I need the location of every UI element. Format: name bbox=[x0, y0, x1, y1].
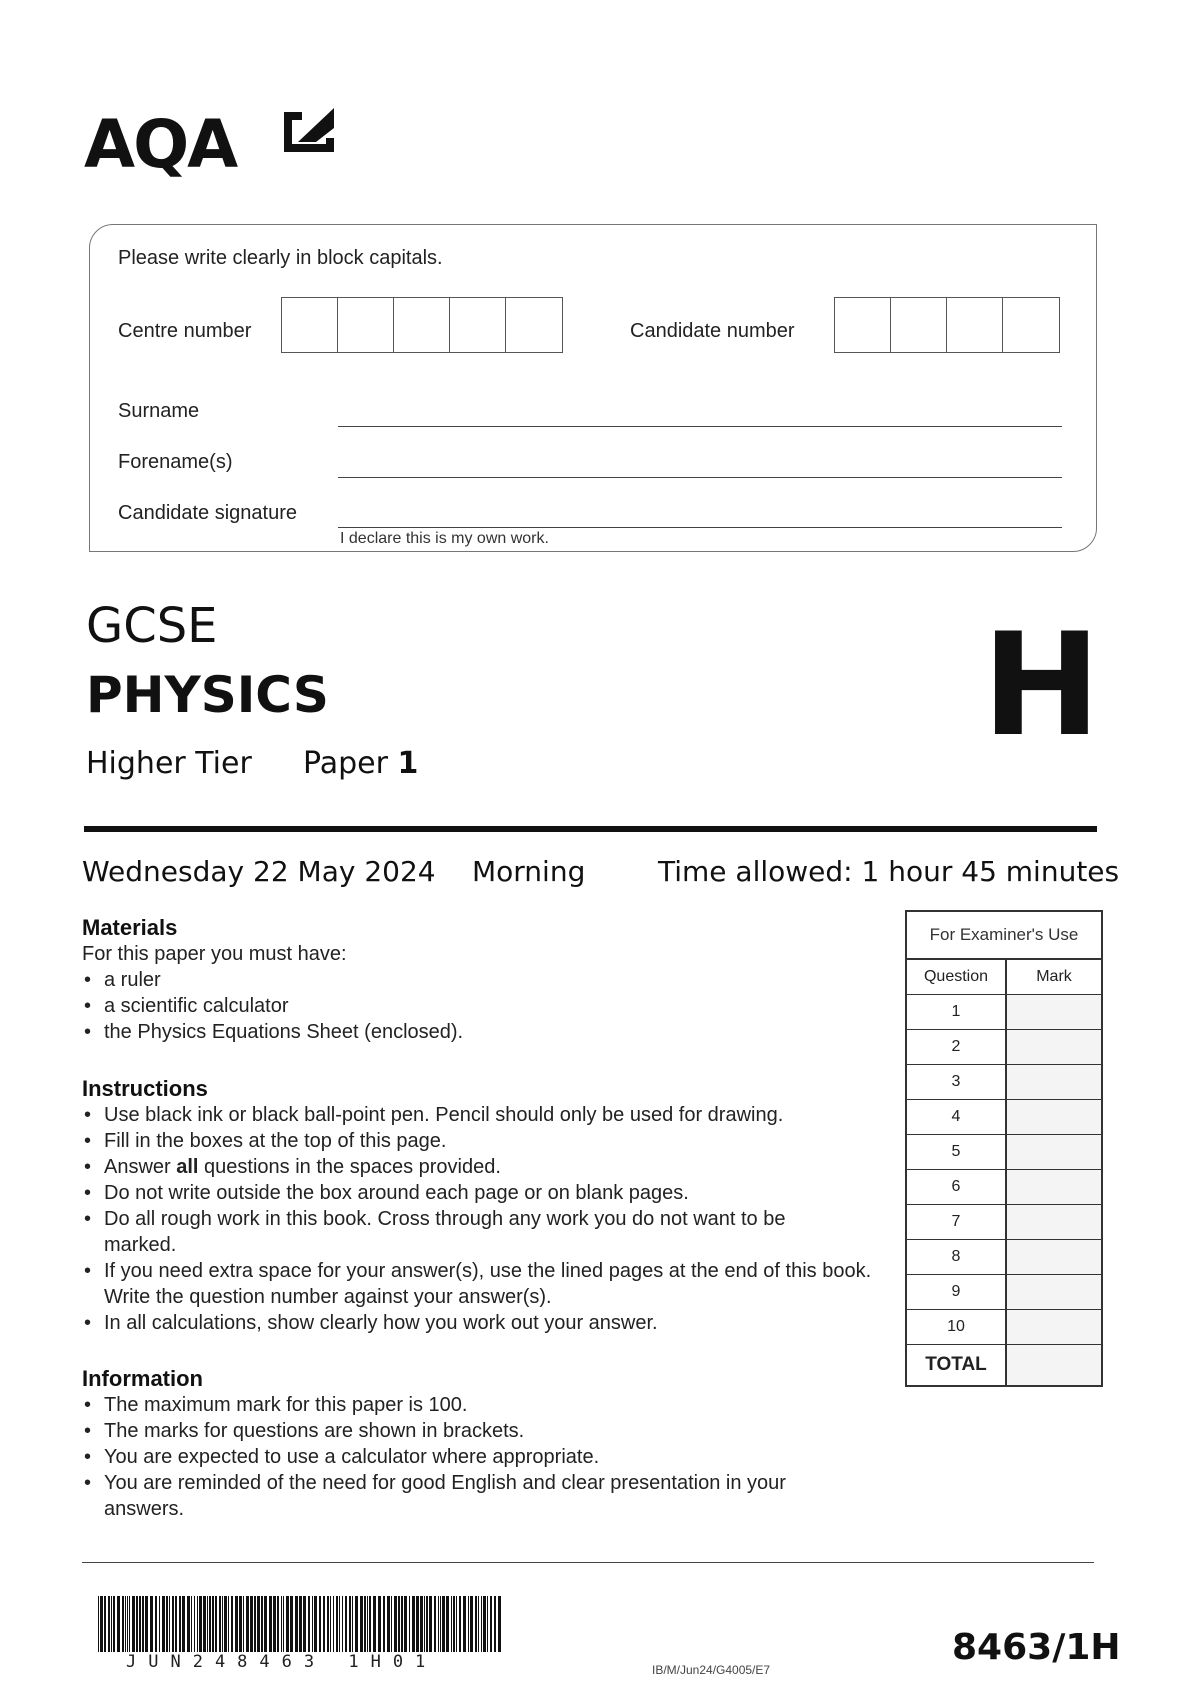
question-number: 8 bbox=[907, 1240, 1007, 1274]
barcode-bar bbox=[228, 1596, 229, 1652]
barcode-bar bbox=[254, 1596, 256, 1652]
barcode-bar bbox=[197, 1596, 198, 1652]
table-row bbox=[907, 995, 1101, 1030]
barcode-bar bbox=[494, 1596, 496, 1652]
barcode-bar bbox=[136, 1596, 138, 1652]
barcode-bar bbox=[345, 1596, 347, 1652]
barcode-bar bbox=[203, 1596, 206, 1652]
barcode-bar bbox=[250, 1596, 253, 1652]
barcode-bar bbox=[378, 1596, 381, 1652]
list-item: • You are reminded of the need for good English and clear presentation in your answers. bbox=[82, 1470, 834, 1522]
list-item: • Do not write outside the box around each page or on blank pages. bbox=[82, 1180, 872, 1206]
barcode-bar bbox=[364, 1596, 366, 1652]
barcode-bar bbox=[295, 1596, 298, 1652]
time-allowed: Time allowed: 1 hour 45 minutes bbox=[658, 855, 1120, 888]
centre-digit-box[interactable] bbox=[282, 298, 338, 352]
barcode-image bbox=[98, 1596, 508, 1652]
barcode-bar bbox=[451, 1596, 452, 1652]
barcode-bar bbox=[281, 1596, 282, 1652]
barcode-bar bbox=[416, 1596, 419, 1652]
barcode-bar bbox=[327, 1596, 329, 1652]
paper-label bbox=[303, 746, 418, 781]
barcode-bar bbox=[166, 1596, 168, 1652]
examiner-table-title: For Examiner's Use bbox=[907, 912, 1101, 960]
mark-cell[interactable] bbox=[1007, 1310, 1101, 1344]
barcode-bar bbox=[219, 1596, 221, 1652]
question-number: 9 bbox=[907, 1275, 1007, 1309]
list-item: • Answer all questions in the spaces provided. bbox=[82, 1154, 872, 1180]
mark-column-header: Mark bbox=[1007, 960, 1101, 994]
barcode-bar bbox=[246, 1596, 249, 1652]
signature-field[interactable] bbox=[338, 527, 1062, 528]
question-number: 5 bbox=[907, 1135, 1007, 1169]
barcode-bar bbox=[383, 1596, 385, 1652]
barcode-bar bbox=[108, 1596, 110, 1652]
list-item: • If you need extra space for your answer(s), use the lined pages at the end of this book. Write the question number against your answer(s). bbox=[82, 1258, 894, 1310]
barcode-bar bbox=[129, 1596, 130, 1652]
barcode-bar bbox=[373, 1596, 376, 1652]
barcode-bar bbox=[412, 1596, 415, 1652]
surname-label: Surname bbox=[118, 400, 200, 422]
barcode-bar bbox=[224, 1596, 227, 1652]
barcode-bar bbox=[155, 1596, 157, 1652]
barcode-bar bbox=[391, 1596, 392, 1652]
question-column-header: Question bbox=[907, 960, 1007, 994]
list-item: • a ruler bbox=[82, 967, 872, 993]
question-number: 10 bbox=[907, 1310, 1007, 1344]
barcode-bar bbox=[394, 1596, 397, 1652]
mark-cell[interactable] bbox=[1007, 1100, 1101, 1134]
barcode-bar bbox=[456, 1596, 457, 1652]
list-item: • Use black ink or black ball-point pen. Pencil should only be used for drawing. bbox=[82, 1102, 872, 1128]
barcode-bar bbox=[342, 1596, 343, 1652]
barcode-bar bbox=[187, 1596, 190, 1652]
barcode-bar bbox=[308, 1596, 310, 1652]
barcode-bar bbox=[483, 1596, 486, 1652]
signature-label: Candidate signature bbox=[118, 502, 298, 524]
barcode-bar bbox=[481, 1596, 482, 1652]
candidate-digit-box[interactable] bbox=[947, 298, 1003, 352]
barcode-bar bbox=[360, 1596, 363, 1652]
materials-intro: For this paper you must have: bbox=[82, 943, 347, 965]
barcode-text: JUN248463 1H01 bbox=[126, 1652, 438, 1672]
table-row bbox=[907, 1205, 1101, 1240]
list-item: • The maximum mark for this paper is 100. bbox=[82, 1392, 852, 1418]
mark-cell[interactable] bbox=[1007, 1205, 1101, 1239]
document-reference: IB/M/Jun24/G4005/E7 bbox=[652, 1663, 771, 1677]
candidate-digit-box[interactable] bbox=[1003, 298, 1059, 352]
instructions-list bbox=[82, 1102, 872, 1336]
barcode-bar bbox=[182, 1596, 185, 1652]
barcode-bar bbox=[142, 1596, 144, 1652]
candidate-number-label: Candidate number bbox=[630, 320, 795, 342]
mark-cell[interactable] bbox=[1007, 1135, 1101, 1169]
barcode-bar bbox=[104, 1596, 106, 1652]
barcode-bar bbox=[434, 1596, 436, 1652]
question-number: 2 bbox=[907, 1030, 1007, 1064]
barcode-bar bbox=[212, 1596, 214, 1652]
materials-list bbox=[82, 967, 872, 1045]
table-row bbox=[907, 1065, 1101, 1100]
mark-cell[interactable] bbox=[1007, 1030, 1101, 1064]
list-item: • The marks for questions are shown in brackets. bbox=[82, 1418, 852, 1444]
question-number: 1 bbox=[907, 995, 1007, 1029]
barcode-bar bbox=[257, 1596, 260, 1652]
materials-heading: Materials bbox=[82, 915, 178, 940]
forenames-field[interactable] bbox=[338, 477, 1062, 478]
qualification-title: GCSE bbox=[86, 598, 218, 654]
table-row bbox=[907, 1240, 1101, 1275]
title-divider bbox=[84, 826, 1097, 832]
barcode-bar bbox=[478, 1596, 479, 1652]
list-item: • You are expected to use a calculator where appropriate. bbox=[82, 1444, 852, 1470]
barcode-bar bbox=[367, 1596, 368, 1652]
centre-digit-box[interactable] bbox=[338, 298, 394, 352]
barcode-bar bbox=[207, 1596, 208, 1652]
tier-label: Higher Tier bbox=[86, 746, 252, 781]
barcode-bar bbox=[336, 1596, 338, 1652]
barcode-bar bbox=[169, 1596, 170, 1652]
barcode-bar bbox=[179, 1596, 181, 1652]
list-item: • In all calculations, show clearly how you work out your answer. bbox=[82, 1310, 872, 1336]
mark-cell[interactable] bbox=[1007, 1240, 1101, 1274]
paper-number: 1 bbox=[397, 746, 419, 781]
barcode-bar bbox=[209, 1596, 211, 1652]
barcode-bar bbox=[277, 1596, 279, 1652]
barcode-bar bbox=[490, 1596, 492, 1652]
barcode-bar bbox=[222, 1596, 223, 1652]
barcode-bar bbox=[303, 1596, 306, 1652]
barcode-bar bbox=[100, 1596, 103, 1652]
centre-digit-box[interactable] bbox=[506, 298, 562, 352]
barcode-bar bbox=[199, 1596, 202, 1652]
barcode-bar bbox=[117, 1596, 120, 1652]
subject-title: PHYSICS bbox=[86, 666, 329, 724]
barcode-bar bbox=[290, 1596, 293, 1652]
exam-date: Wednesday 22 May 2024 bbox=[82, 855, 436, 888]
question-number: 4 bbox=[907, 1100, 1007, 1134]
table-row bbox=[907, 1310, 1101, 1345]
barcode-bar bbox=[239, 1596, 242, 1652]
barcode-bar bbox=[453, 1596, 455, 1652]
table-row bbox=[907, 1100, 1101, 1135]
instructions-heading: Instructions bbox=[82, 1076, 208, 1101]
barcode-bar bbox=[475, 1596, 477, 1652]
information-heading: Information bbox=[82, 1366, 203, 1391]
instructions-section bbox=[82, 1076, 872, 1336]
barcode-bar bbox=[127, 1596, 128, 1652]
barcode-bar bbox=[330, 1596, 331, 1652]
barcode-bar bbox=[269, 1596, 272, 1652]
list-item: • Do all rough work in this book. Cross through any work you do not want to be marked. bbox=[82, 1206, 844, 1258]
barcode-bar bbox=[470, 1596, 473, 1652]
barcode-bar bbox=[172, 1596, 174, 1652]
barcode-bar bbox=[498, 1596, 501, 1652]
barcode-bar bbox=[299, 1596, 302, 1652]
barcode-bar bbox=[487, 1596, 488, 1652]
block-capitals-instruction: Please write clearly in block capitals. bbox=[118, 247, 443, 269]
barcode-bar bbox=[132, 1596, 135, 1652]
list-item: • the Physics Equations Sheet (enclosed). bbox=[82, 1019, 872, 1045]
forenames-label: Forename(s) bbox=[118, 451, 233, 473]
barcode-bar bbox=[286, 1596, 289, 1652]
table-row bbox=[907, 1170, 1101, 1205]
total-mark-cell[interactable] bbox=[1007, 1345, 1101, 1385]
candidate-digit-box[interactable] bbox=[891, 298, 947, 352]
mark-cell[interactable] bbox=[1007, 1065, 1101, 1099]
barcode-bar bbox=[215, 1596, 217, 1652]
barcode-bar bbox=[264, 1596, 267, 1652]
question-number: 6 bbox=[907, 1170, 1007, 1204]
candidate-number-boxes[interactable] bbox=[834, 297, 1060, 353]
table-row bbox=[907, 1030, 1101, 1065]
barcode-bar bbox=[323, 1596, 325, 1652]
information-list bbox=[82, 1392, 852, 1522]
list-item: • Fill in the boxes at the top of this page. bbox=[82, 1128, 872, 1154]
barcode-bar bbox=[113, 1596, 115, 1652]
logo-mark-icon bbox=[280, 104, 338, 156]
barcode-bar bbox=[420, 1596, 423, 1652]
barcode-bar bbox=[145, 1596, 148, 1652]
table-row bbox=[907, 1135, 1101, 1170]
barcode-bar bbox=[463, 1596, 466, 1652]
barcode-bar bbox=[261, 1596, 263, 1652]
exam-session: Morning bbox=[472, 855, 586, 888]
barcode-bar bbox=[314, 1596, 317, 1652]
paper-prefix: Paper bbox=[303, 746, 398, 781]
paper-code: 8463/1H bbox=[952, 1627, 1121, 1668]
list-item: • a scientific calculator bbox=[82, 993, 872, 1019]
barcode-bar bbox=[194, 1596, 195, 1652]
tier-letter: H bbox=[982, 603, 1101, 768]
barcode-bar bbox=[191, 1596, 192, 1652]
barcode-bar bbox=[424, 1596, 425, 1652]
barcode-bar bbox=[139, 1596, 141, 1652]
barcode-bar bbox=[387, 1596, 390, 1652]
question-number: 7 bbox=[907, 1205, 1007, 1239]
logo-text: AQA bbox=[84, 106, 237, 183]
centre-digit-box[interactable] bbox=[450, 298, 506, 352]
mark-cell[interactable] bbox=[1007, 1275, 1101, 1309]
barcode-bar bbox=[446, 1596, 449, 1652]
mark-cell[interactable] bbox=[1007, 1170, 1101, 1204]
total-row bbox=[907, 1345, 1101, 1385]
barcode-bar bbox=[369, 1596, 371, 1652]
surname-field[interactable] bbox=[338, 426, 1062, 427]
barcode-bar bbox=[459, 1596, 461, 1652]
barcode-bar bbox=[352, 1596, 353, 1652]
examiner-use-table bbox=[905, 910, 1103, 1387]
candidate-digit-box[interactable] bbox=[835, 298, 891, 352]
centre-digit-box[interactable] bbox=[394, 298, 450, 352]
barcode-bar bbox=[401, 1596, 403, 1652]
barcode-bar bbox=[159, 1596, 160, 1652]
barcode-bar bbox=[235, 1596, 238, 1652]
barcode-bar bbox=[442, 1596, 445, 1652]
barcode-bar bbox=[438, 1596, 439, 1652]
barcode-bar bbox=[429, 1596, 432, 1652]
aqa-logo bbox=[84, 96, 354, 196]
barcode-bar bbox=[468, 1596, 469, 1652]
mark-cell[interactable] bbox=[1007, 995, 1101, 1029]
barcode-bar bbox=[398, 1596, 400, 1652]
barcode-bar bbox=[409, 1596, 410, 1652]
materials-section bbox=[82, 915, 872, 1045]
barcode-bar bbox=[283, 1596, 284, 1652]
barcode-bar bbox=[231, 1596, 233, 1652]
barcode-bar bbox=[426, 1596, 428, 1652]
barcode-bar bbox=[125, 1596, 126, 1652]
total-label: TOTAL bbox=[907, 1345, 1007, 1385]
information-section bbox=[82, 1366, 852, 1522]
barcode-bar bbox=[349, 1596, 351, 1652]
question-number: 3 bbox=[907, 1065, 1007, 1099]
barcode-bar bbox=[111, 1596, 112, 1652]
barcode-bar bbox=[98, 1596, 99, 1652]
barcode-bar bbox=[404, 1596, 407, 1652]
barcode-bar bbox=[319, 1596, 321, 1652]
barcode-bar bbox=[339, 1596, 340, 1652]
table-row bbox=[907, 1275, 1101, 1310]
barcode-bar bbox=[333, 1596, 334, 1652]
footer-divider bbox=[82, 1562, 1094, 1563]
barcode-bar bbox=[355, 1596, 358, 1652]
barcode-bar bbox=[243, 1596, 244, 1652]
examiner-table-header-row bbox=[907, 960, 1101, 995]
barcode-bar bbox=[175, 1596, 177, 1652]
centre-number-label: Centre number bbox=[118, 320, 252, 342]
barcode-bar bbox=[162, 1596, 165, 1652]
barcode-bar bbox=[273, 1596, 276, 1652]
barcode-bar bbox=[122, 1596, 124, 1652]
centre-number-boxes[interactable] bbox=[281, 297, 563, 353]
barcode-bar bbox=[440, 1596, 441, 1652]
own-work-declaration: I declare this is my own work. bbox=[340, 530, 549, 547]
barcode-bar bbox=[312, 1596, 313, 1652]
barcode-bar bbox=[150, 1596, 153, 1652]
